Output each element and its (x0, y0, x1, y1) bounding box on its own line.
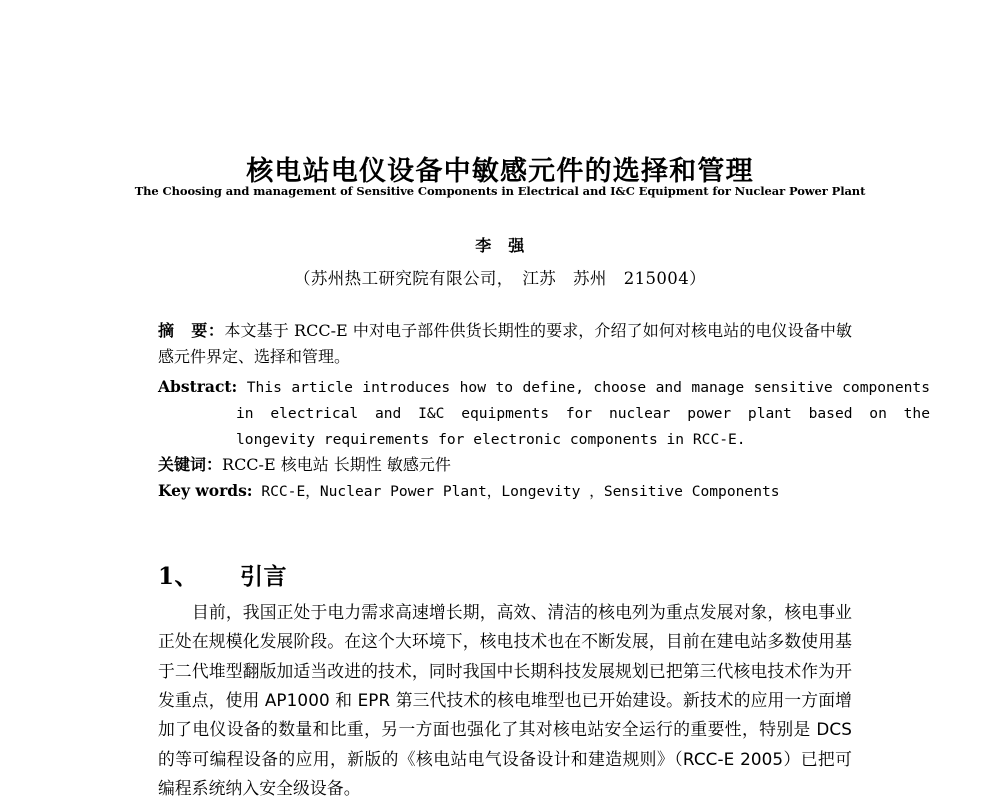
keywords-english (158, 478, 852, 505)
abstract-chinese-text: 本文基于 RCC-E 中对电子部件供货长期性的要求，介绍了如何对核电站的电仪设备中敏感元件界定、选择和管理。 (158, 321, 852, 366)
keywords-chinese-label: 关键词： (158, 455, 223, 474)
section-title-1: 引言 (240, 563, 288, 591)
page-title-chinese: 核电站电仪设备中敏感元件的选择和管理 (246, 156, 754, 188)
keywords-english-text: RCC-E，Nuclear Power Plant，Longevity ，Sensitive Components (261, 483, 780, 500)
keywords-english-label: Key words: (158, 481, 253, 500)
abstract-chinese (158, 318, 852, 370)
section-1-paragraph-1: 目前，我国正处于电力需求高速增长期，高效、清洁的核电列为重点发展对象，核电事业正处在规模化发展阶段。在这个大环境下，核电技术也在不断发展，目前在建电站多数使用基于二代堆型翻版加适当改进的技术，同时我国中长期科技发展规划已把第三代核电技术作为开发重点，使用 AP1000 和 EPR 第三代技术的核电堆型也已开始建设。新技术的应用一方面增加了电仪设备的数量和比重，另一方面也强化了其对核电站安全运行的重要性，特别是 DCS 的等可编程设备的应用，新版的《核电站电气设备设计和建造规则》（RCC-E 2005）已把可编程系统纳入安全级设备。 (158, 601, 852, 799)
author-affiliation: （苏州热工研究院有限公司， 江苏 苏州 215004） (293, 269, 707, 288)
abstract-chinese-label: 摘 要： (158, 321, 225, 340)
author-name: 李 强 (475, 236, 525, 255)
abstract-english-label: Abstract: (158, 377, 238, 396)
section-number-1: 1、 (158, 563, 199, 591)
section-heading-1 (158, 558, 852, 591)
page-title-english: The Choosing and management of Sensitive Components in Electrical and I&C Equipment for Nuclear Power Plant (134, 184, 866, 198)
abstract-english-text: This article introduces how to define, choose and manage sensitive components in electrical and I&C equipments for nuclear power plant based on the longevity requirements for electronic components in RCC-E. (236, 379, 930, 448)
abstract-english (158, 374, 930, 453)
keywords-chinese (158, 452, 852, 478)
keywords-chinese-text: RCC-E 核电站 长期性 敏感元件 (222, 455, 451, 474)
